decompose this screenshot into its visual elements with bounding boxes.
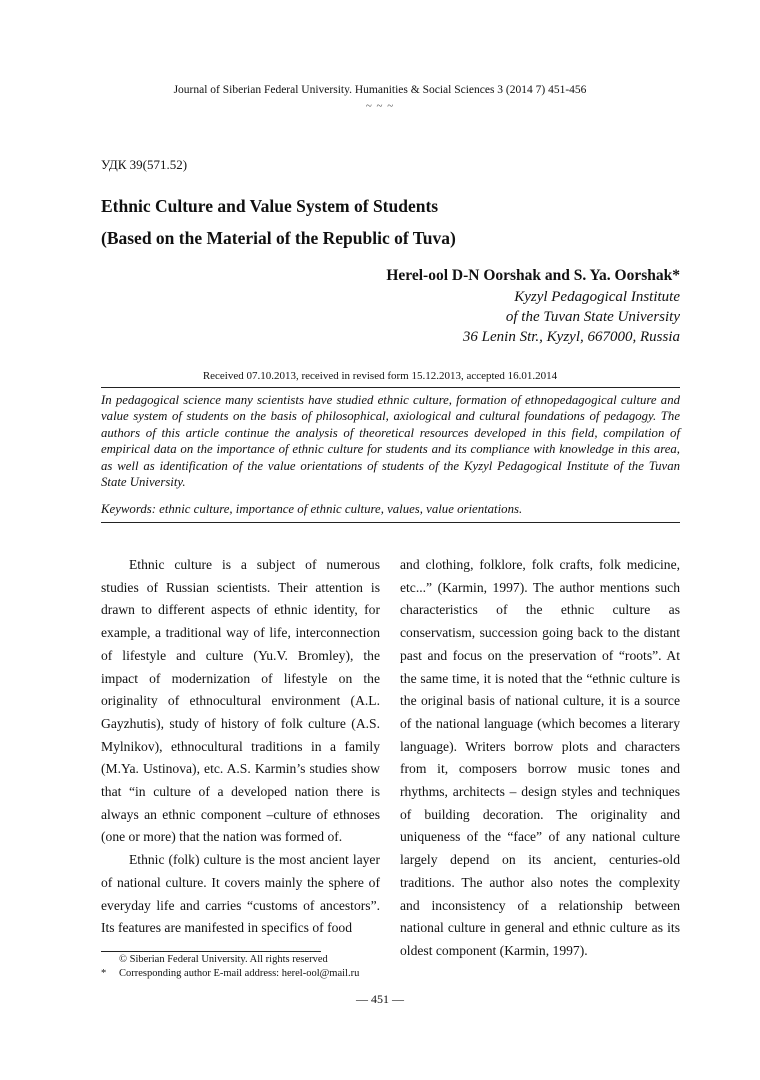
- received-dates: Received 07.10.2013, received in revised form 15.12.2013, accepted 16.01.2014: [202, 370, 558, 382]
- footnote-rule: [101, 951, 321, 952]
- authors: Herel-ool D-N Oorshak and S. Ya. Oorshak*: [386, 267, 680, 284]
- body-column-left: [101, 554, 380, 940]
- footnote-star: *: [101, 968, 107, 979]
- affiliation-line-3: 36 Lenin Str., Kyzyl, 667000, Russia: [462, 329, 680, 345]
- abstract-top-rule: [101, 387, 680, 388]
- header-separator: ~ ~ ~: [365, 100, 395, 112]
- affiliation-line-1: Kyzyl Pedagogical Institute: [514, 289, 680, 305]
- corresponding-email-text: Corresponding author E-mail address: herel-ool@mail.ru: [119, 968, 360, 979]
- journal-header: Journal of Siberian Federal University. Humanities & Social Sciences 3 (2014 7) 451-456: [173, 84, 587, 96]
- paragraph: Ethnic culture is a subject of numerous studies of Russian scientists. Their attention is drawn to different aspects of ethnic identity, for example, a traditional way of life, interconnection of lifestyle and culture (Yu.V. Bromley), the impact of modernization of lifestyle on the originality of ethnocultural environment (A.L. Gayzhutis), study of history of folk culture (A.S. Mylnikov), ethnocultural traditions in a family (M.Ya. Ustinova), etc. A.S. Karmin’s studies show that “in culture of a developed nation there is always an ethnic component –culture of ethnoses (one or more) that the nation was formed of.: [101, 557, 380, 845]
- paragraph: Ethnic (folk) culture is the most ancient layer of national culture. It covers mainly the sphere of everyday life and carries “customs of ancestors”. Its features are manifested in specifics of food: [101, 852, 380, 936]
- copyright-text: © Siberian Federal University. All rights reserved: [119, 954, 328, 965]
- article-title-line-1: Ethnic Culture and Value System of Students: [101, 196, 439, 216]
- paragraph: and clothing, folklore, folk crafts, folk medicine, etc...” (Karmin, 1997). The author mentions such characteristics of the ethnic culture as conservatism, succession going back to the distant past and focus on the preservation of “roots”. At the same time, it is noted that the “ethnic culture is the original basis of national culture, it is a source of the national language (which becomes a literary language). Writers borrow plots and characters from it, composers borrow music tones and rhythms, architects – design styles and techniques of building decoration. The originality and uniqueness of the “face” of any national culture largely depend on its ancient, centuries-old traditions. The author also notes the complexity and inconsistency of a relationship between national culture in general and ethnic culture as its oldest component (Karmin, 1997).: [400, 557, 680, 958]
- footnote-copyright: [101, 954, 328, 965]
- body-column-right: [400, 554, 680, 963]
- abstract-bottom-rule: [101, 522, 680, 523]
- abstract: In pedagogical science many scientists have studied ethnic culture, formation of ethnopedagogical culture and value system of students on the basis of philosophical, axiological and cultural foundations of pedagogy. The authors of this article continue the analysis of theoretical resources developed in this field, compilation of empirical data on the importance of ethnic culture for students and its compliance with knowledge in this area, as well as identification of the value orientations of students of the Kyzyl Pedagogical Institute of the Tuvan State University.: [101, 393, 680, 490]
- article-title-line-2: (Based on the Material of the Republic of Tuva): [101, 228, 456, 248]
- affiliation-line-2: of the Tuvan State University: [505, 309, 680, 325]
- udk-code: УДК 39(571.52): [101, 157, 188, 172]
- footnote-corresponding: [101, 968, 359, 979]
- keywords: Keywords: ethnic culture, importance of ethnic culture, values, value orientations.: [101, 502, 523, 516]
- page-number: — 451 —: [356, 992, 404, 1006]
